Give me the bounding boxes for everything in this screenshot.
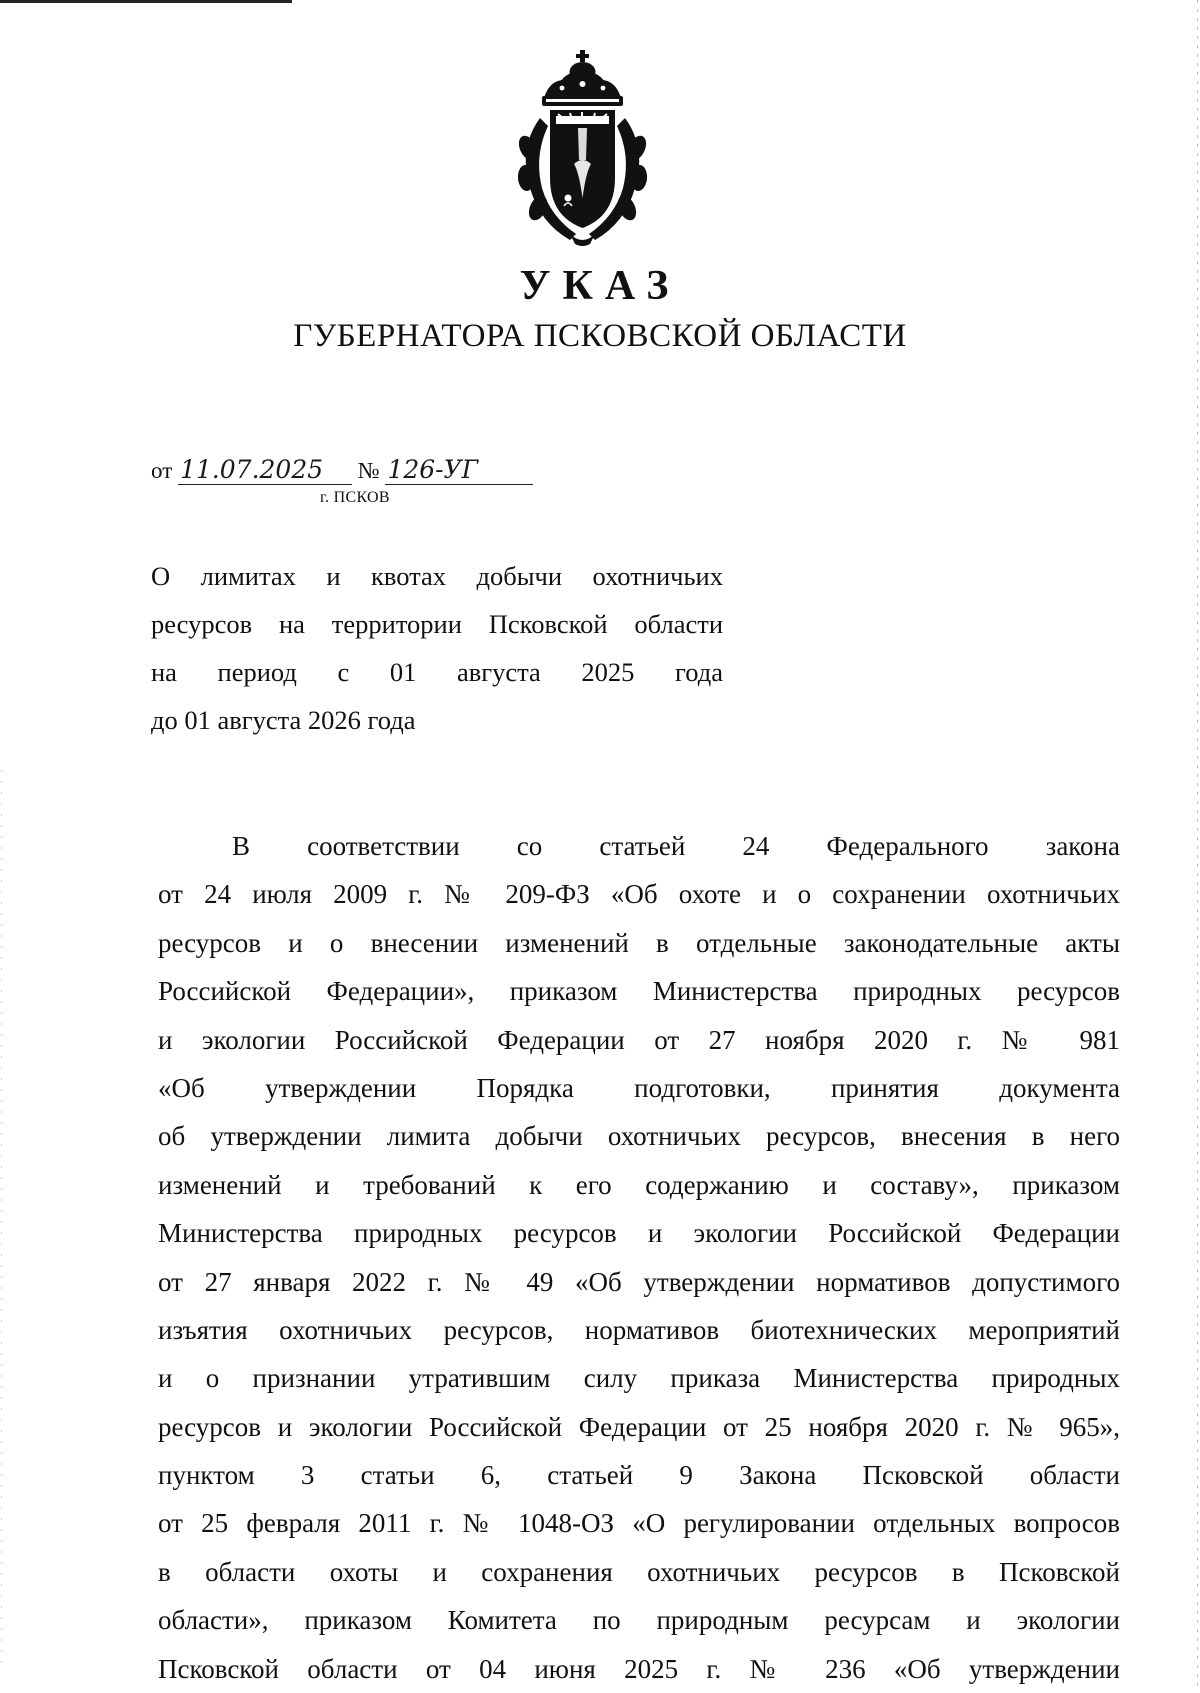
coat-of-arms-icon <box>510 48 655 248</box>
body-line: Министерства природных ресурсов и экологии Российской Федерации <box>158 1218 1120 1249</box>
body-line: В соответствии со статьей 24 Федерального закона <box>232 831 1120 861</box>
body-line: об утверждении лимита добычи охотничьих ресурсов, внесения в него <box>158 1121 1120 1152</box>
body-line: ресурсов и о внесении изменений в отдельные законодательные акты <box>158 927 1120 958</box>
body-line: Псковской области от 04 июня 2025 г. № 236 «Об утверждении <box>158 1653 1120 1684</box>
body-line: ресурсов и экологии Российской Федерации от 25 ноября 2020 г. № 965», <box>158 1411 1120 1442</box>
number-label: № <box>357 458 380 483</box>
scan-artifact-line <box>0 0 292 3</box>
body-line: от 27 января 2022 г. № 49 «Об утверждении нормативов допустимого <box>158 1266 1120 1297</box>
subject-line: О лимитах и квотах добычи охотничьих <box>151 561 723 591</box>
handwritten-number: 126-УГ <box>385 455 533 485</box>
body-line: области», приказом Комитета по природным ресурсам и экологии <box>158 1605 1120 1636</box>
body-line: пунктом 3 статьи 6, статьей 9 Закона Псковской области <box>158 1460 1120 1491</box>
scan-edge-right <box>1197 0 1198 1686</box>
body-line: от 24 июля 2009 г. № 209-ФЗ «Об охоте и о сохранении охотничьих <box>158 879 1120 910</box>
city-label: г. ПСКОВ <box>320 489 390 506</box>
body-line: Российской Федерации», приказом Министерства природных ресурсов <box>158 976 1120 1007</box>
decree-subject <box>151 552 723 744</box>
body-line: изъятия охотничьих ресурсов, нормативов биотехнических мероприятий <box>158 1314 1120 1345</box>
handwritten-date: 11.07.2025 <box>178 455 352 485</box>
document-subtitle: ГУБЕРНАТОРА ПСКОВСКОЙ ОБЛАСТИ <box>293 318 907 354</box>
body-line: изменений и требований к его содержанию и составу», приказом <box>158 1169 1120 1200</box>
body-line: «Об утверждении Порядка подготовки, принятия документа <box>158 1072 1120 1103</box>
body-line: в области охоты и сохранения охотничьих ресурсов в Псковской <box>158 1556 1120 1587</box>
from-label: от <box>151 458 173 483</box>
scan-edge-left <box>1 770 2 1670</box>
subject-line: до 01 августа 2026 года <box>151 705 416 735</box>
subject-line: на период с 01 августа 2025 года <box>151 657 723 687</box>
body-line: от 25 февраля 2011 г. № 1048-ОЗ «О регулировании отдельных вопросов <box>158 1508 1120 1539</box>
document-title: УКАЗ <box>519 263 681 309</box>
subject-line: ресурсов на территории Псковской области <box>151 609 723 639</box>
registration-line <box>151 455 533 485</box>
body-line: и экологии Российской Федерации от 27 ноября 2020 г. № 981 <box>158 1024 1120 1055</box>
body-line: и о признании утратившим силу приказа Министерства природных <box>158 1363 1120 1394</box>
decree-body <box>158 822 1120 1693</box>
